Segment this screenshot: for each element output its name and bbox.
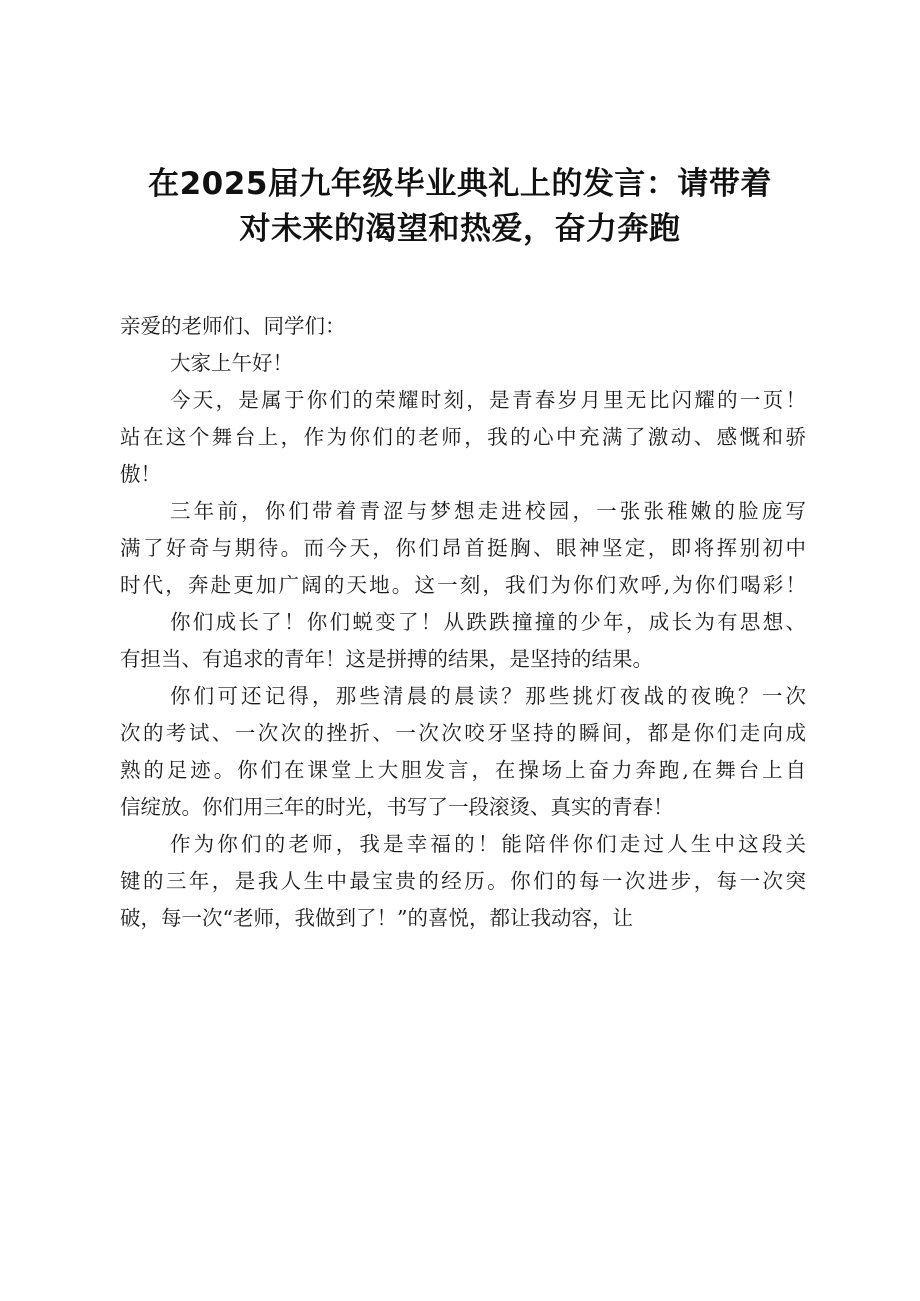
text-line: 亲爱的老师们、同学们： — [120, 314, 346, 338]
text-line: 信绽放。你们用三年的时光，书写了一段滚烫、真实的青春！ — [120, 795, 674, 819]
text-line: 三年前，你们带着青涩与梦想走进校园，一张张稚嫩的脸庞写 — [170, 499, 806, 523]
text-line: 次的考试、一次次的挫折、一次次咬牙坚持的瞬间，都是你们走向成 — [120, 721, 806, 745]
text-line: 傲！ — [120, 462, 161, 486]
text-line: 你们成长了！你们蜕变了！从跌跌撞撞的少年，成长为有思想、 — [170, 610, 806, 634]
text-line: 键的三年，是我人生中最宝贵的经历。你们的每一次进步，每一次突 — [120, 869, 806, 893]
text-line: 破，每一次“老师，我做到了！”的喜悦，都让我动容，让 — [120, 906, 633, 930]
text-line: 时代，奔赴更加广阔的天地。这一刻，我们为你们欢呼,为你们喝彩！ — [120, 573, 806, 597]
document-body — [120, 308, 806, 937]
text-line: 今天，是属于你们的荣耀时刻，是青春岁月里无比闪耀的一页！ — [170, 388, 806, 412]
text-line: 熟的足迹。你们在课堂上大胆发言，在操场上奋力奔跑,在舞台上自 — [120, 758, 806, 782]
text-line: 作为你们的老师，我是幸福的！能陪伴你们走过人生中这段关 — [170, 832, 806, 856]
title-line-2: 对未来的渴望和热爱，奋力奔跑 — [239, 211, 681, 247]
text-line: 大家上午好！ — [170, 351, 293, 375]
document-title — [110, 162, 810, 252]
text-line: 有担当、有追求的青年！这是拼搏的结果，是坚持的结果。 — [120, 647, 653, 671]
title-line-1: 在2025届九年级毕业典礼上的发言：请带着 — [148, 166, 772, 202]
text-line: 站在这个舞台上，作为你们的老师，我的心中充满了激动、感慨和骄 — [120, 425, 806, 449]
text-line: 满了好奇与期待。而今天，你们昂首挺胸、眼神坚定，即将挥别初中 — [120, 536, 806, 560]
text-line: 你们可还记得，那些清晨的晨读？那些挑灯夜战的夜晚？一次 — [170, 684, 806, 708]
